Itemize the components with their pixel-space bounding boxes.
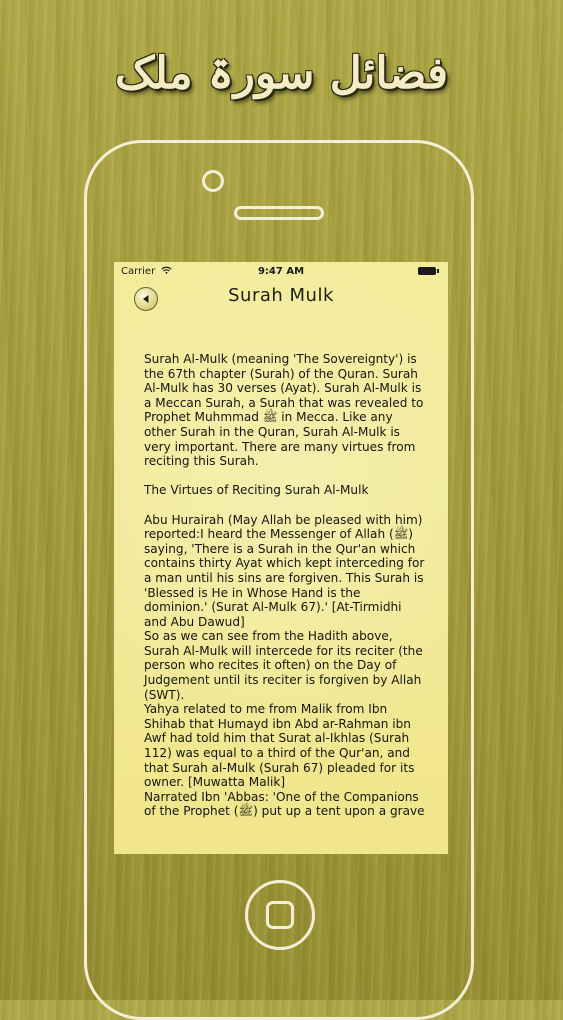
- home-square-icon: [266, 901, 294, 929]
- hadith-paragraph: Abu Hurairah (May Allah be pleased with him) reported:I heard the Messenger of Allah (ﷺ) saying, 'There is a Surah in the Qur'an which contains thirty Ayat which kept interceding for a man until his sins are forgiven. This Surah is 'Blessed is He in Whose Hand is the dominion.' (Surat Al-Mulk 67).' [At-Tirmidhi and Abu Dawud]: [144, 512, 425, 629]
- article-content: [144, 352, 426, 819]
- phone-speaker: [234, 206, 324, 220]
- navigation-bar: [114, 282, 448, 318]
- app-title-banner: فضائل سورۃ ملک: [115, 47, 448, 99]
- phone-camera: [202, 170, 224, 192]
- hadith-paragraph: Narrated Ibn 'Abbas: 'One of the Companions of the Prophet (ﷺ) put up a tent upon a grave: [144, 789, 425, 819]
- explanation-paragraph: So as we can see from the Hadith above, Surah Al-Mulk will intercede for its reciter (the person who recites it often) on the Day of Judgement until its reciter is forgiven by Allah (SWT).: [144, 629, 423, 702]
- battery-icon: [418, 267, 436, 275]
- status-time: 9:47 AM: [257, 266, 305, 277]
- page-title: Surah Mulk: [228, 285, 334, 306]
- hadith-paragraph: Yahya related to me from Malik from Ibn Shihab that Humayd ibn Abd ar-Rahman ibn Awf had told him that Surat al-Ikhlas (Surah 112) was equal to a third of the Qur'an, and that Surah al-Mulk (Surah 67) pleaded for its owner. [Muwatta Malik]: [144, 702, 415, 790]
- intro-paragraph: Surah Al-Mulk (meaning 'The Sovereignty') is the 67th chapter (Surah) of the Quran. Surah Al-Mulk has 30 verses (Ayat). Surah Al-Mulk is a Meccan Surah, a Surah that was revealed to Prophet Muhmmad ﷺ in Mecca. Like any other Surah in the Quran, Surah Al-Mulk is very important. There are many virtues from reciting this Surah.: [144, 352, 424, 469]
- section-heading: The Virtues of Reciting Surah Al-Mulk: [144, 483, 369, 498]
- status-bar: [114, 262, 448, 282]
- carrier-label: Carrier: [121, 266, 156, 277]
- phone-screen: [114, 262, 448, 854]
